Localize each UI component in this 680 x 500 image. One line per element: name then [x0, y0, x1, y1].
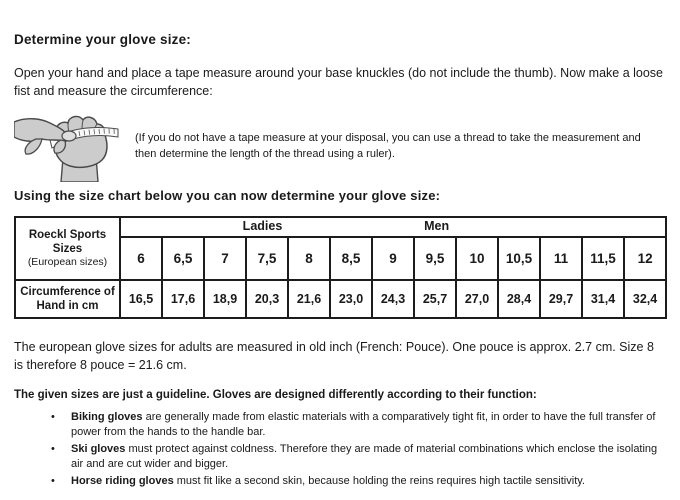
measurement-figure-row [14, 109, 665, 183]
hand-tape-measure-illustration [14, 110, 126, 182]
circumference-cell: 32,4 [624, 280, 666, 318]
doc-heading-size-chart: Using the size chart below you can now determine your glove size: [14, 188, 441, 203]
size-cell: 12 [624, 237, 666, 280]
size-cell: 7 [204, 237, 246, 280]
circumference-cell: 28,4 [498, 280, 540, 318]
list-item-biking [71, 410, 662, 440]
list-item-text: are generally made from elastic materials with a comparatively tight fit, in order to have the full transfer of power from the hands to the handle bar. [71, 411, 656, 438]
size-cell: 11 [540, 237, 582, 280]
circumference-cell: 31,4 [582, 280, 624, 318]
circ-header-line1: Circumference of [20, 286, 115, 298]
list-item-lead: Biking gloves [71, 411, 143, 423]
circumference-cell: 17,6 [162, 280, 204, 318]
size-cell: 6,5 [162, 237, 204, 280]
guideline-heading: The given sizes are just a guideline. Gloves are designed differently according to their function: [14, 389, 537, 401]
row-header-line1: Roeckl Sports [28, 229, 107, 241]
pouce-paragraph: The european glove sizes for adults are measured in old inch (French: Pouce). One pouce is approx. 2.7 cm. Size 8 is therefore 8 pouce = 21.6 cm. [14, 340, 654, 372]
size-cell: 10,5 [498, 237, 540, 280]
row-header-line2: Sizes [52, 243, 83, 255]
size-cell: 8 [288, 237, 330, 280]
row-header-line3: (European sizes) [27, 256, 108, 268]
list-item-text: must protect against coldness. Therefore they are made of material combinations which enclose the isolating air and are cut wider and bigger. [71, 443, 658, 470]
circumference-cell: 21,6 [288, 280, 330, 318]
group-label-ladies: Ladies [242, 219, 283, 233]
tape-measure-note: (If you do not have a tape measure at your disposal, you can use a thread to take the measurement and then determine the length of the thread using a ruler). [135, 131, 641, 160]
circumference-cell: 24,3 [372, 280, 414, 318]
list-item-text: must fit like a second skin, because holding the reins requires high tactile sensitivity. [173, 475, 585, 487]
size-cell: 9,5 [414, 237, 456, 280]
doc-heading-determine: Determine your glove size: [14, 32, 192, 47]
size-table-row-header [15, 217, 120, 280]
size-cell: 6 [120, 237, 162, 280]
circumference-cell: 16,5 [120, 280, 162, 318]
circ-header-line2: Hand in cm [36, 300, 99, 312]
list-item-horse-riding [71, 474, 662, 489]
circumference-cell: 20,3 [246, 280, 288, 318]
circumference-cell: 23,0 [330, 280, 372, 318]
size-table [14, 216, 667, 319]
glove-function-list [14, 410, 662, 489]
size-cell: 11,5 [582, 237, 624, 280]
circumference-cell: 29,7 [540, 280, 582, 318]
size-cell: 10 [456, 237, 498, 280]
size-cell: 7,5 [246, 237, 288, 280]
intro-paragraph: Open your hand and place a tape measure around your base knuckles (do not include the thumb). Now make a loose fist and measure the circumference: [14, 66, 664, 98]
list-item-lead: Horse riding gloves [71, 475, 174, 487]
circumference-row-header [15, 280, 120, 318]
list-item-ski [71, 442, 662, 472]
gender-group-cell [120, 217, 666, 237]
size-cell: 9 [372, 237, 414, 280]
circumference-row [15, 280, 666, 318]
list-item-lead: Ski gloves [71, 443, 126, 455]
circumference-cell: 25,7 [414, 280, 456, 318]
circumference-cell: 27,0 [456, 280, 498, 318]
group-header-row [15, 217, 666, 237]
size-cell: 8,5 [330, 237, 372, 280]
group-label-men: Men [424, 219, 450, 233]
circumference-cell: 18,9 [204, 280, 246, 318]
